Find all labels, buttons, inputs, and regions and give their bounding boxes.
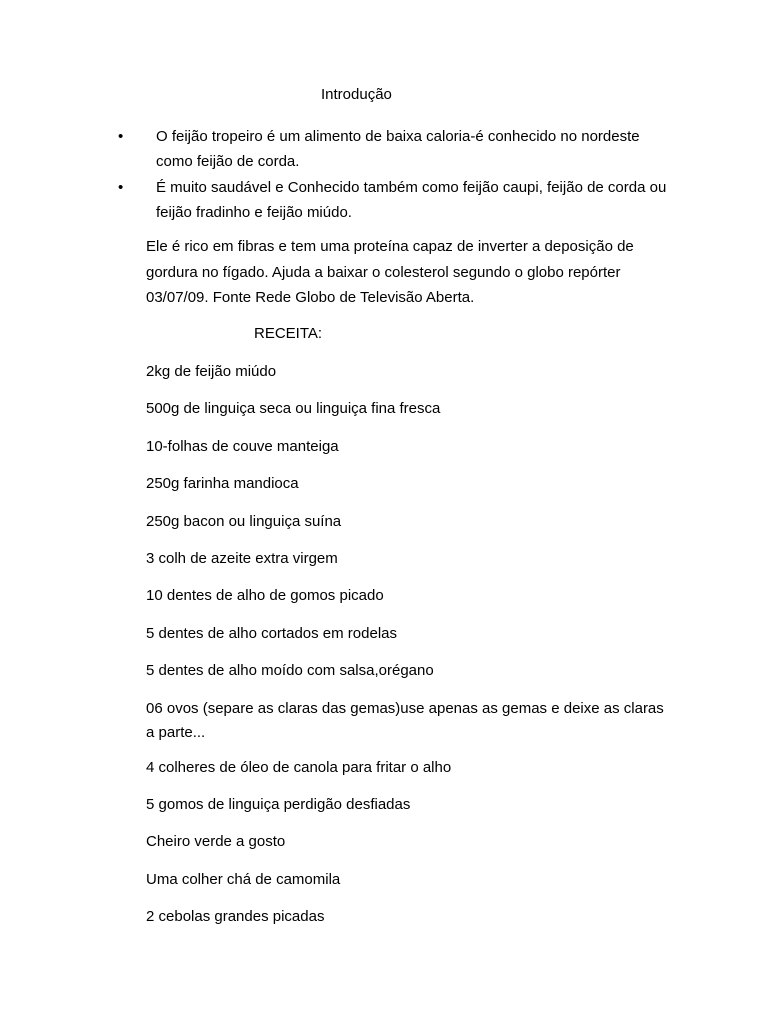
ingredient-list [146, 362, 666, 944]
ingredient-item: Cheiro verde a gosto [146, 833, 286, 851]
ingredient-item: 250g bacon ou linguiça suína [146, 512, 342, 530]
intro-paragraph: Ele é rico em fibras e tem uma proteína capaz de inverter a deposição de gordura no fígado. Ajuda a baixar o colesterol segundo o globo repórter 03/07/09. Fonte Rede Globo de Televisão Aberta. [146, 238, 634, 306]
ingredient-item: 10-folhas de couve manteiga [146, 437, 339, 455]
document-title: Introdução [321, 86, 392, 103]
ingredient-item: 5 dentes de alho cortados em rodelas [146, 624, 397, 642]
ingredient-item: 4 colheres de óleo de canola para fritar o alho [146, 758, 452, 776]
intro-bullet-item [118, 124, 678, 174]
ingredient-item: 2kg de feijão miúdo [146, 363, 277, 380]
ingredient-item: 3 colh de azeite extra virgem [146, 549, 338, 567]
recipe-heading: RECEITA: [254, 325, 323, 342]
ingredient-item: 06 ovos (separe as claras das gemas)use apenas as gemas e deixe as claras a parte... [146, 699, 664, 741]
ingredient-item: 250g farinha mandioca [146, 475, 299, 493]
bullet-text: O feijão tropeiro é um alimento de baixa caloria-é conhecido no nordeste como feijão de corda. [156, 128, 640, 170]
ingredient-item: Uma colher chá de camomila [146, 870, 341, 888]
bullet-text: É muito saudável e Conhecido também como feijão caupi, feijão de corda ou feijão fradinho e feijão miúdo. [156, 179, 667, 221]
ingredient-item: 10 dentes de alho de gomos picado [146, 587, 384, 605]
bullet-icon: • [118, 179, 124, 196]
intro-bullet-item [118, 175, 678, 225]
ingredient-item: 2 cebolas grandes picadas [146, 908, 325, 926]
ingredient-item: 5 gomos de linguiça perdigão desfiadas [146, 795, 411, 813]
bullet-icon: • [118, 128, 124, 145]
ingredient-item: 5 dentes de alho moído com salsa,orégano [146, 662, 434, 680]
intro-bullet-list [118, 124, 678, 226]
ingredient-item: 500g de linguiça seca ou linguiça fina fresca [146, 400, 441, 418]
